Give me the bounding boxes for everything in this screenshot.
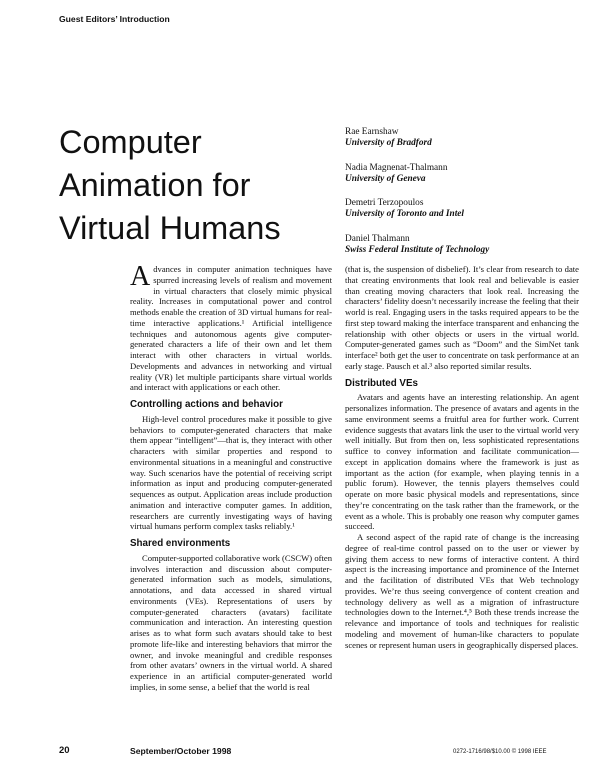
- author-list: [345, 127, 575, 269]
- body-paragraph: High-level control procedures make it possible to give behaviors to computer-generated characters that make them appear “intelligent”—that is, they interact with other characters with similar properties and respond to environmental situations in a meaningful and constructive way. Such scenarios have the potential of receiving script information as input and producing computer-generated sequences as output. Application areas include production animation and interactive computer games. In addition, researchers are currently investigating ways of having virtual humans perform complex tasks reliably.¹: [130, 413, 332, 532]
- body-paragraph: (that is, the suspension of disbelief). It’s clear from research to date that creating environments that look real and believable is easier than creating moving characters that look real. Increasing the characters’ fidelity doesn’t necessarily increase the feeling that their world is real. Engaging users in the tasks required appears to be the first step toward making the interface transparent and enhancing the relationship with other objects or users in the virtual world. Computer-generated games such as “Doom” and the SimNet tank interface² both get the user to concentrate on task performance at an early stage. Pausch et al.³ also reported similar results.: [345, 264, 579, 371]
- article-title: [59, 121, 339, 250]
- author-affiliation: University of Toronto and Intel: [345, 209, 464, 219]
- section-heading: Shared environments: [130, 538, 231, 549]
- author-name: Nadia Magnenat-Thalmann: [345, 162, 448, 173]
- intro-paragraph: [130, 261, 332, 393]
- author-name: Demetri Terzopoulos: [345, 198, 424, 208]
- body-paragraph: Avatars and agents have an interesting relationship. An agent personalizes information. The presence of avatars and agents in the same environment seems a fruitful area for further work. Current evidence suggests that avatars link the user to the virtual world very well initially. But from then on, less sophisticated representations suffice to convey information and facilitate communication—except in application domains where the framework is just as important as the action (for example, when playing tennis in a public forum). However, the tennis players themselves could operate on more basic physical models and representations, since they’re concentrating on the task rather than the framework, or the event as a whole. This is probably one reason why computer games succeed.: [345, 392, 579, 532]
- section-heading: Distributed VEs: [345, 377, 418, 389]
- title-line: Virtual Humans: [59, 210, 281, 246]
- issue-date: September/October 1998: [130, 746, 232, 756]
- intro-text: dvances in computer animation techniques have spurred increasing levels of realism and movement in virtual characters that closely mimic physical reality. Increases in computational power and control methods enable the creation of 3D virtual humans for real-time interactive applications.¹ Artificial intelligence techniques and autonomous agents give computer-generated characters a life of their own and let them interact with other characters in virtual worlds. Developments and advances in networking and virtual reality (VR) let multiple participants share virtual worlds and interact with applications or each other.: [130, 264, 332, 393]
- title-line: Computer: [59, 124, 202, 160]
- running-header: Guest Editors’ Introduction: [59, 14, 170, 24]
- page-number: 20: [59, 745, 70, 756]
- right-column: [345, 264, 579, 650]
- section-heading: Controlling actions and behavior: [130, 399, 283, 410]
- left-column: [130, 261, 332, 693]
- author-entry: [345, 163, 575, 185]
- title-line: Animation for: [59, 167, 251, 203]
- copyright-code: 0272-1716/98/$10.00 © 1998 IEEE: [453, 749, 547, 755]
- author-name: Rae Earnshaw: [345, 127, 399, 137]
- author-entry: [345, 234, 575, 256]
- author-entry: [345, 198, 575, 220]
- body-paragraph: A second aspect of the rapid rate of change is the increasing degree of real-time control passed on to the user or viewer by giving them access to new forms of interactive content. A third aspect is the increasing importance and prominence of the Internet and the facilitation of distributed VEs that Web technology provides. We’re thus seeing convergence of content creation and technology delivery as well as a migration of infrastructure technologies down to the Internet.⁴,⁵ Both these trends increase the relevance and importance of tools and techniques for realistic modeling and movement of human-like characters to populate scenes or represent human users in geographically dispersed places.: [345, 532, 579, 650]
- drop-cap: A: [130, 261, 151, 292]
- body-paragraph: Computer-supported collaborative work (CSCW) often involves interaction and discussion about computer-generated information such as models, simulations, annotations, and data accessed in shared virtual environments (VEs). Representations of users by computer-generated characters (avatars) facilitate communication and interaction. An interesting question arises as to what form such avatars should take to best promote life-like and interesting behaviors that mirror the owner, and invoke meaningful and credible responses from other avatars’ owners in the virtual world. A shared experience in an artificial computer-generated world implies, in some sense, a belief that the world is real: [130, 552, 332, 692]
- author-affiliation: University of Geneva: [345, 173, 426, 184]
- author-affiliation: University of Bradford: [345, 138, 432, 148]
- author-affiliation: Swiss Federal Institute of Technology: [345, 244, 490, 255]
- author-name: Daniel Thalmann: [345, 233, 410, 244]
- author-entry: [345, 127, 575, 149]
